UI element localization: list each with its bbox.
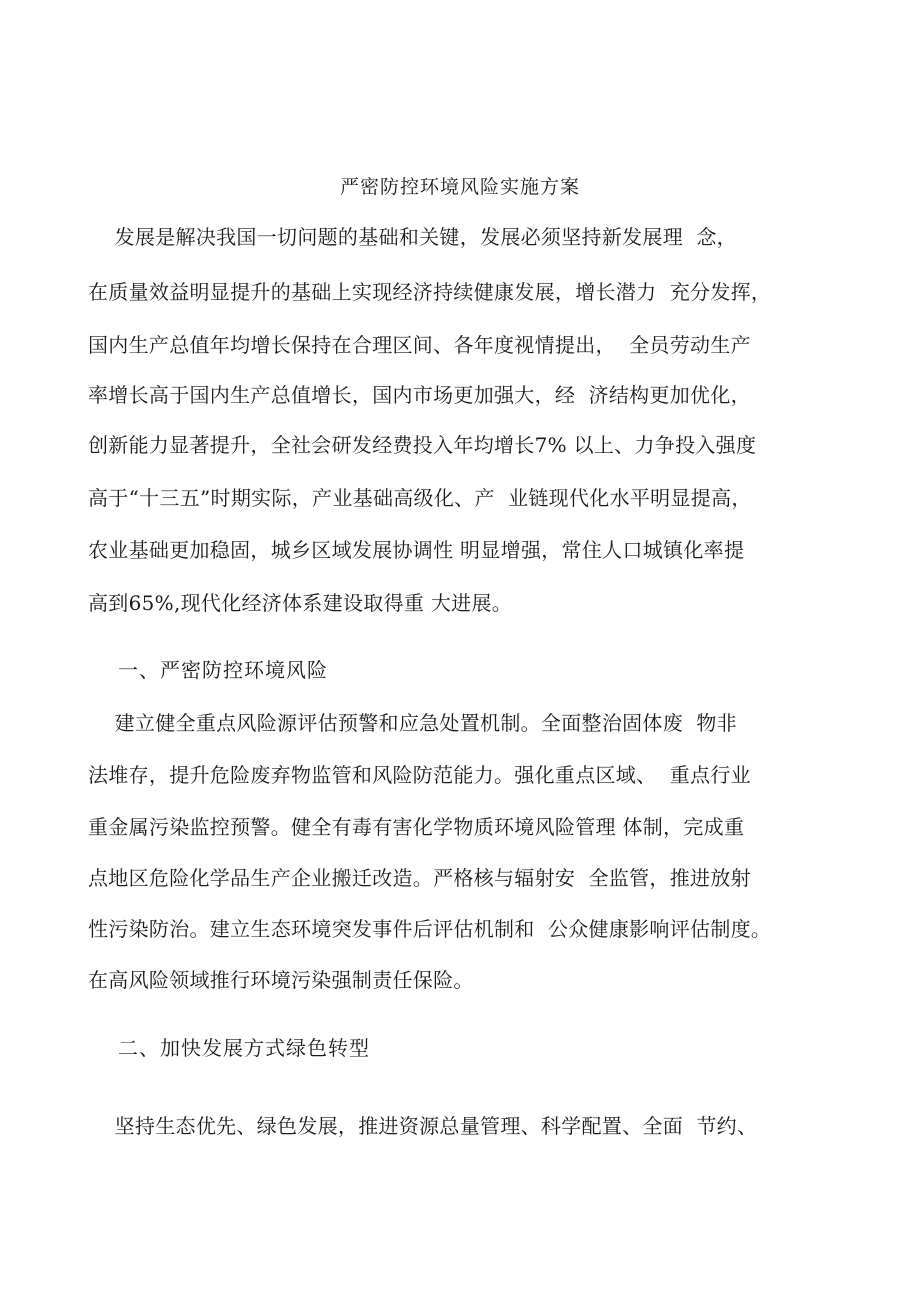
paragraph-line: 法堆存，提升危险废弃物监管和风险防范能力。强化重点区域、 重点行业 [88, 763, 751, 787]
section-heading: 一、严密防控环境风险 [118, 658, 328, 682]
paragraph-line: 建立健全重点风险源评估预警和应急处置机制。全面整治固体废 物非 [88, 711, 737, 735]
section-heading: 二、加快发展方式绿色转型 [118, 1036, 370, 1060]
paragraph-line: 重金属污染监控预警。健全有毒有害化学物质环境风险管理 体制，完成重 [88, 815, 745, 839]
paragraph-line: 在高风险领域推行环境污染强制责任保险。 [88, 968, 474, 992]
paragraph-line: 高到65%,现代化经济体系建设取得重 大进展。 [88, 591, 513, 615]
paragraph-line: 坚持生态优先、绿色发展，推进资源总量管理、科学配置、全面 节约、 [88, 1114, 758, 1138]
paragraph-line: 点地区危险化学品生产企业搬迁改造。严格核与辐射安 全监管，推进放射 [88, 866, 751, 890]
paragraph-line: 发展是解决我国一切问题的基础和关键，发展必须坚持新发展理 念， [88, 225, 737, 249]
paragraph-line: 在质量效益明显提升的基础上实现经济持续健康发展，增长潜力 充分发挥， [88, 280, 772, 304]
paragraph-line: 国内生产总值年均增长保持在合理区间、各年度视情提出， 全员劳动生产 [88, 333, 751, 357]
paragraph-line: 性污染防治。建立生态环境突发事件后评估机制和 公众健康影响评估制度。 [88, 917, 772, 941]
paragraph-line: 率增长高于国内生产总值增长，国内市场更加强大，经 济结构更加优化， [88, 383, 751, 407]
paragraph-line: 创新能力显著提升，全社会研发经费投入年均增长7% 以上、力争投入强度 [88, 433, 757, 457]
paragraph-line: 农业基础更加稳固，城乡区域发展协调性 明显增强，常住人口城镇化率提 [88, 538, 745, 562]
document-title: 严密防控环境风险实施方案 [339, 176, 580, 198]
paragraph-line: 高于“十三五”时期实际，产业基础高级化、产 业链现代化水平明显提高， [88, 486, 752, 510]
